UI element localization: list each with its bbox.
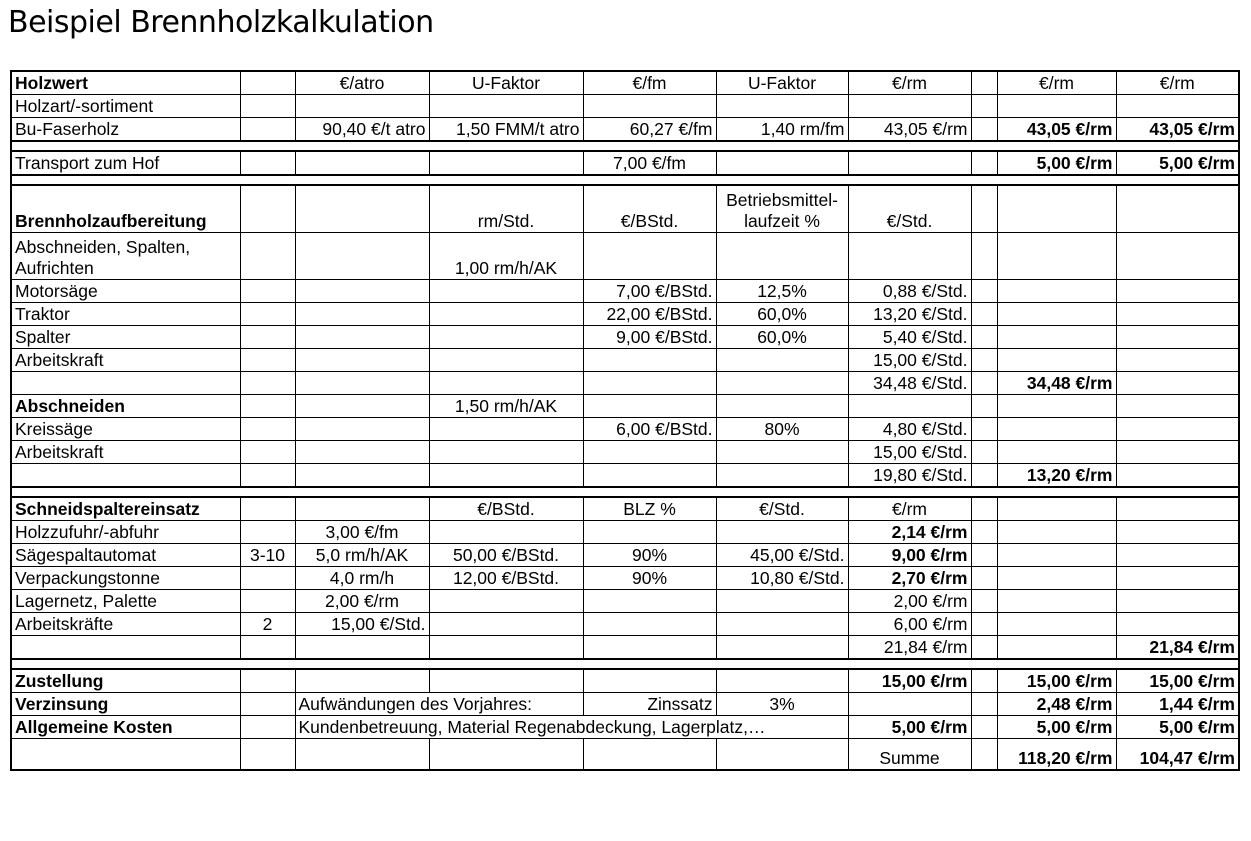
table-cell bbox=[240, 372, 295, 395]
table-row bbox=[11, 716, 1239, 739]
table-cell bbox=[240, 418, 295, 441]
table-cell: 10,80 €/Std. bbox=[716, 567, 848, 590]
table-cell bbox=[429, 303, 583, 326]
table-cell bbox=[971, 544, 997, 567]
table-cell: 1,50 rm/h/AK bbox=[429, 395, 583, 418]
table-cell bbox=[295, 280, 429, 303]
table-cell bbox=[295, 464, 429, 488]
table-cell bbox=[997, 95, 1116, 118]
table-cell: 1,00 rm/h/AK bbox=[429, 233, 583, 280]
table-row bbox=[11, 151, 1239, 175]
table-cell bbox=[971, 185, 997, 233]
table-cell bbox=[583, 395, 716, 418]
table-cell bbox=[997, 590, 1116, 613]
table-cell: U-Faktor bbox=[429, 71, 583, 95]
table-cell bbox=[971, 441, 997, 464]
table-cell bbox=[1116, 303, 1239, 326]
table-cell: Sägespaltautomat bbox=[11, 544, 240, 567]
table-cell: 43,05 €/rm bbox=[848, 118, 971, 142]
table-cell: Abschneiden bbox=[11, 395, 240, 418]
separator-row bbox=[11, 175, 1239, 185]
table-cell: Lagernetz, Palette bbox=[11, 590, 240, 613]
table-cell bbox=[583, 372, 716, 395]
table-row bbox=[11, 497, 1239, 521]
table-row bbox=[11, 395, 1239, 418]
table-cell: 2 bbox=[240, 613, 295, 636]
table-cell: Holzzufuhr/-abfuhr bbox=[11, 521, 240, 544]
table-cell: Bu-Faserholz bbox=[11, 118, 240, 142]
table-cell: 2,00 €/rm bbox=[295, 590, 429, 613]
table-row bbox=[11, 118, 1239, 142]
table-row bbox=[11, 544, 1239, 567]
table-cell: 15,00 €/rm bbox=[997, 669, 1116, 693]
table-cell: Zinssatz bbox=[583, 693, 716, 716]
table-cell bbox=[429, 280, 583, 303]
table-cell bbox=[295, 95, 429, 118]
table-cell: 2,48 €/rm bbox=[997, 693, 1116, 716]
table-cell bbox=[997, 544, 1116, 567]
page-title: Beispiel Brennholzkalkulation bbox=[8, 5, 434, 40]
table-cell bbox=[971, 590, 997, 613]
separator-row bbox=[11, 487, 1239, 497]
table-row bbox=[11, 372, 1239, 395]
table-cell bbox=[971, 151, 997, 175]
table-cell bbox=[716, 521, 848, 544]
table-cell bbox=[240, 497, 295, 521]
table-cell bbox=[971, 349, 997, 372]
table-cell bbox=[716, 669, 848, 693]
table-cell: €/BStd. bbox=[429, 497, 583, 521]
table-cell bbox=[11, 636, 240, 660]
table-cell: 2,00 €/rm bbox=[848, 590, 971, 613]
table-cell: 15,00 €/rm bbox=[1116, 669, 1239, 693]
table-cell: Zustellung bbox=[11, 669, 240, 693]
table-cell: Motorsäge bbox=[11, 280, 240, 303]
table-cell bbox=[429, 95, 583, 118]
table-cell bbox=[971, 233, 997, 280]
table-cell bbox=[997, 280, 1116, 303]
table-cell: Schneidspaltereinsatz bbox=[11, 497, 240, 521]
table-cell: 4,80 €/Std. bbox=[848, 418, 971, 441]
table-cell: 22,00 €/BStd. bbox=[583, 303, 716, 326]
table-cell bbox=[997, 349, 1116, 372]
table-cell bbox=[295, 441, 429, 464]
table-cell: 60,27 €/fm bbox=[583, 118, 716, 142]
table-cell: Verzinsung bbox=[11, 693, 240, 716]
calculation-table bbox=[10, 70, 1240, 771]
table-cell bbox=[716, 613, 848, 636]
table-cell: 15,00 €/Std. bbox=[295, 613, 429, 636]
table-cell bbox=[716, 636, 848, 660]
table-cell bbox=[240, 716, 295, 739]
table-cell bbox=[429, 521, 583, 544]
table-cell: Aufwändungen des Vorjahres: bbox=[295, 693, 583, 716]
table-cell bbox=[583, 464, 716, 488]
table-cell: 13,20 €/Std. bbox=[848, 303, 971, 326]
table-cell bbox=[997, 303, 1116, 326]
table-cell bbox=[971, 567, 997, 590]
table-cell: 21,84 €/rm bbox=[1116, 636, 1239, 660]
table-cell bbox=[1116, 521, 1239, 544]
table-cell: 13,20 €/rm bbox=[997, 464, 1116, 488]
table-cell bbox=[295, 372, 429, 395]
table-cell bbox=[429, 590, 583, 613]
table-cell bbox=[716, 590, 848, 613]
table-cell bbox=[1116, 590, 1239, 613]
separator-row bbox=[11, 141, 1239, 151]
table-row bbox=[11, 71, 1239, 95]
table-cell bbox=[429, 441, 583, 464]
table-cell: 60,0% bbox=[716, 303, 848, 326]
table-cell: 12,5% bbox=[716, 280, 848, 303]
table-cell: 34,48 €/Std. bbox=[848, 372, 971, 395]
table-cell bbox=[848, 395, 971, 418]
table-cell: Allgemeine Kosten bbox=[11, 716, 240, 739]
table-row bbox=[11, 464, 1239, 488]
table-cell: €/Std. bbox=[716, 497, 848, 521]
separator-cell bbox=[11, 141, 1239, 151]
table-cell bbox=[240, 693, 295, 716]
table-cell: €/Std. bbox=[848, 185, 971, 233]
table-cell: Spalter bbox=[11, 326, 240, 349]
table-cell bbox=[583, 669, 716, 693]
table-cell: 7,00 €/fm bbox=[583, 151, 716, 175]
table-cell bbox=[971, 613, 997, 636]
table-cell: 5,00 €/rm bbox=[997, 716, 1116, 739]
table-cell: 15,00 €/Std. bbox=[848, 441, 971, 464]
table-cell bbox=[716, 395, 848, 418]
table-cell: 7,00 €/BStd. bbox=[583, 280, 716, 303]
table-cell: €/rm bbox=[1116, 71, 1239, 95]
table-cell: 2,70 €/rm bbox=[848, 567, 971, 590]
table-cell bbox=[716, 233, 848, 280]
table-cell bbox=[716, 349, 848, 372]
table-cell: 50,00 €/BStd. bbox=[429, 544, 583, 567]
table-cell bbox=[240, 521, 295, 544]
table-cell bbox=[429, 636, 583, 660]
table-cell bbox=[583, 636, 716, 660]
table-cell bbox=[1116, 567, 1239, 590]
table-cell bbox=[240, 71, 295, 95]
table-cell: 4,0 rm/h bbox=[295, 567, 429, 590]
table-cell: 3-10 bbox=[240, 544, 295, 567]
table-cell bbox=[429, 464, 583, 488]
table-cell bbox=[240, 464, 295, 488]
table-cell: Verpackungstonne bbox=[11, 567, 240, 590]
table-cell: Holzart/-sortiment bbox=[11, 95, 240, 118]
table-cell: Abschneiden, Spalten, Aufrichten bbox=[11, 233, 240, 280]
table-cell: 19,80 €/Std. bbox=[848, 464, 971, 488]
table-cell bbox=[295, 669, 429, 693]
table-cell bbox=[997, 185, 1116, 233]
table-cell bbox=[240, 118, 295, 142]
table-cell bbox=[295, 233, 429, 280]
table-cell: 45,00 €/Std. bbox=[716, 544, 848, 567]
table-cell: 5,00 €/rm bbox=[1116, 151, 1239, 175]
table-cell: 1,44 €/rm bbox=[1116, 693, 1239, 716]
table-cell bbox=[429, 739, 583, 771]
table-cell bbox=[997, 636, 1116, 660]
table-cell: 5,40 €/Std. bbox=[848, 326, 971, 349]
table-cell bbox=[295, 418, 429, 441]
table-cell: Transport zum Hof bbox=[11, 151, 240, 175]
table-cell bbox=[583, 613, 716, 636]
separator-row bbox=[11, 659, 1239, 669]
table-row bbox=[11, 280, 1239, 303]
table-row bbox=[11, 349, 1239, 372]
table-cell: €/BStd. bbox=[583, 185, 716, 233]
table-row bbox=[11, 739, 1239, 771]
table-row bbox=[11, 233, 1239, 280]
table-cell bbox=[997, 567, 1116, 590]
table-cell: Kreissäge bbox=[11, 418, 240, 441]
table-cell: rm/Std. bbox=[429, 185, 583, 233]
table-cell: 80% bbox=[716, 418, 848, 441]
table-cell bbox=[971, 636, 997, 660]
table-cell bbox=[971, 326, 997, 349]
table-cell bbox=[240, 151, 295, 175]
table-cell bbox=[295, 151, 429, 175]
table-cell: €/rm bbox=[997, 71, 1116, 95]
table-cell bbox=[971, 464, 997, 488]
table-cell bbox=[429, 151, 583, 175]
table-cell bbox=[1116, 441, 1239, 464]
table-cell: Traktor bbox=[11, 303, 240, 326]
table-cell bbox=[997, 395, 1116, 418]
table-cell bbox=[997, 418, 1116, 441]
table-cell bbox=[240, 233, 295, 280]
table-cell bbox=[429, 669, 583, 693]
table-cell: Holzwert bbox=[11, 71, 240, 95]
table-cell: 118,20 €/rm bbox=[997, 739, 1116, 771]
table-cell bbox=[295, 326, 429, 349]
table-cell bbox=[240, 567, 295, 590]
table-cell: 21,84 €/rm bbox=[848, 636, 971, 660]
table-cell bbox=[716, 464, 848, 488]
table-cell bbox=[240, 95, 295, 118]
table-cell bbox=[583, 739, 716, 771]
table-row bbox=[11, 185, 1239, 233]
table-cell: 15,00 €/Std. bbox=[848, 349, 971, 372]
table-cell bbox=[1116, 326, 1239, 349]
table-cell bbox=[295, 636, 429, 660]
table-cell: Kundenbetreuung, Material Regenabdeckung, Lagerplatz,… bbox=[295, 716, 848, 739]
table-cell: 43,05 €/rm bbox=[997, 118, 1116, 142]
table-row bbox=[11, 521, 1239, 544]
table-cell bbox=[1116, 418, 1239, 441]
table-cell bbox=[583, 441, 716, 464]
table-cell: 5,00 €/rm bbox=[1116, 716, 1239, 739]
table-cell: Brennholzaufbereitung bbox=[11, 185, 240, 233]
table-cell bbox=[240, 303, 295, 326]
table-cell: Betriebsmittel-laufzeit % bbox=[716, 185, 848, 233]
table-cell bbox=[971, 693, 997, 716]
table-row bbox=[11, 303, 1239, 326]
table-cell bbox=[295, 497, 429, 521]
table-cell: 34,48 €/rm bbox=[997, 372, 1116, 395]
table-cell: Arbeitskraft bbox=[11, 349, 240, 372]
table-cell bbox=[971, 280, 997, 303]
table-cell: 43,05 €/rm bbox=[1116, 118, 1239, 142]
table-cell bbox=[997, 613, 1116, 636]
separator-cell bbox=[11, 175, 1239, 185]
table-cell bbox=[971, 95, 997, 118]
table-cell: 9,00 €/rm bbox=[848, 544, 971, 567]
table-cell bbox=[848, 151, 971, 175]
table-cell bbox=[240, 326, 295, 349]
calculation-sheet bbox=[10, 70, 1240, 771]
table-cell bbox=[1116, 233, 1239, 280]
table-cell: Summe bbox=[848, 739, 971, 771]
table-cell bbox=[1116, 395, 1239, 418]
table-cell bbox=[1116, 544, 1239, 567]
table-cell bbox=[971, 739, 997, 771]
table-cell bbox=[240, 669, 295, 693]
table-cell bbox=[240, 441, 295, 464]
table-cell bbox=[848, 693, 971, 716]
table-cell: Arbeitskraft bbox=[11, 441, 240, 464]
table-cell: 60,0% bbox=[716, 326, 848, 349]
table-cell bbox=[240, 590, 295, 613]
table-cell bbox=[1116, 185, 1239, 233]
separator-cell bbox=[11, 659, 1239, 669]
table-cell bbox=[429, 372, 583, 395]
table-cell: 6,00 €/BStd. bbox=[583, 418, 716, 441]
table-row bbox=[11, 567, 1239, 590]
table-cell bbox=[1116, 349, 1239, 372]
table-cell bbox=[997, 326, 1116, 349]
table-cell bbox=[971, 497, 997, 521]
table-cell bbox=[240, 349, 295, 372]
table-cell bbox=[997, 521, 1116, 544]
table-cell bbox=[11, 372, 240, 395]
table-cell bbox=[429, 418, 583, 441]
table-cell: 5,0 rm/h/AK bbox=[295, 544, 429, 567]
table-cell: 90% bbox=[583, 544, 716, 567]
table-row bbox=[11, 95, 1239, 118]
table-cell bbox=[848, 95, 971, 118]
separator-cell bbox=[11, 487, 1239, 497]
table-cell bbox=[971, 303, 997, 326]
table-cell bbox=[240, 636, 295, 660]
table-row bbox=[11, 613, 1239, 636]
table-cell bbox=[848, 233, 971, 280]
table-cell: 90% bbox=[583, 567, 716, 590]
table-cell: U-Faktor bbox=[716, 71, 848, 95]
table-cell: 3% bbox=[716, 693, 848, 716]
table-cell: 104,47 €/rm bbox=[1116, 739, 1239, 771]
table-cell bbox=[583, 95, 716, 118]
table-cell: 0,88 €/Std. bbox=[848, 280, 971, 303]
table-cell bbox=[1116, 280, 1239, 303]
table-cell bbox=[997, 497, 1116, 521]
table-cell: €/fm bbox=[583, 71, 716, 95]
table-cell bbox=[971, 372, 997, 395]
table-cell bbox=[716, 151, 848, 175]
table-cell bbox=[971, 669, 997, 693]
table-cell bbox=[971, 395, 997, 418]
table-cell bbox=[429, 326, 583, 349]
table-cell bbox=[716, 372, 848, 395]
table-row bbox=[11, 693, 1239, 716]
table-cell: 2,14 €/rm bbox=[848, 521, 971, 544]
table-cell bbox=[583, 590, 716, 613]
table-cell: 5,00 €/rm bbox=[848, 716, 971, 739]
table-cell bbox=[295, 395, 429, 418]
table-cell bbox=[240, 280, 295, 303]
table-cell bbox=[240, 739, 295, 771]
table-cell: €/atro bbox=[295, 71, 429, 95]
table-cell: 6,00 €/rm bbox=[848, 613, 971, 636]
table-cell bbox=[997, 441, 1116, 464]
table-cell bbox=[716, 739, 848, 771]
table-row bbox=[11, 418, 1239, 441]
table-cell bbox=[971, 716, 997, 739]
table-cell bbox=[240, 185, 295, 233]
table-cell: €/rm bbox=[848, 497, 971, 521]
table-row bbox=[11, 441, 1239, 464]
table-cell bbox=[11, 464, 240, 488]
table-cell: 15,00 €/rm bbox=[848, 669, 971, 693]
table-cell bbox=[295, 349, 429, 372]
table-cell bbox=[583, 349, 716, 372]
table-cell: €/rm bbox=[848, 71, 971, 95]
table-cell: Arbeitskräfte bbox=[11, 613, 240, 636]
table-cell: 90,40 €/t atro bbox=[295, 118, 429, 142]
table-cell bbox=[429, 349, 583, 372]
table-cell: BLZ % bbox=[583, 497, 716, 521]
table-cell: 3,00 €/fm bbox=[295, 521, 429, 544]
table-cell bbox=[295, 303, 429, 326]
table-cell bbox=[1116, 464, 1239, 488]
table-cell: 1,50 FMM/t atro bbox=[429, 118, 583, 142]
table-row bbox=[11, 326, 1239, 349]
table-cell bbox=[716, 95, 848, 118]
table-row bbox=[11, 636, 1239, 660]
table-cell bbox=[971, 71, 997, 95]
table-cell: 1,40 rm/fm bbox=[716, 118, 848, 142]
table-cell bbox=[429, 613, 583, 636]
table-cell bbox=[997, 233, 1116, 280]
table-cell: 9,00 €/BStd. bbox=[583, 326, 716, 349]
table-row bbox=[11, 590, 1239, 613]
table-cell bbox=[716, 441, 848, 464]
table-cell bbox=[295, 739, 429, 771]
table-cell bbox=[971, 418, 997, 441]
table-cell bbox=[1116, 497, 1239, 521]
table-cell bbox=[971, 118, 997, 142]
table-cell bbox=[971, 521, 997, 544]
table-cell: 12,00 €/BStd. bbox=[429, 567, 583, 590]
table-cell bbox=[11, 739, 240, 771]
table-cell bbox=[295, 185, 429, 233]
table-cell: 5,00 €/rm bbox=[997, 151, 1116, 175]
table-row bbox=[11, 669, 1239, 693]
table-cell bbox=[1116, 372, 1239, 395]
table-cell bbox=[240, 395, 295, 418]
table-cell bbox=[583, 521, 716, 544]
table-cell bbox=[1116, 613, 1239, 636]
table-cell bbox=[1116, 95, 1239, 118]
table-cell bbox=[583, 233, 716, 280]
